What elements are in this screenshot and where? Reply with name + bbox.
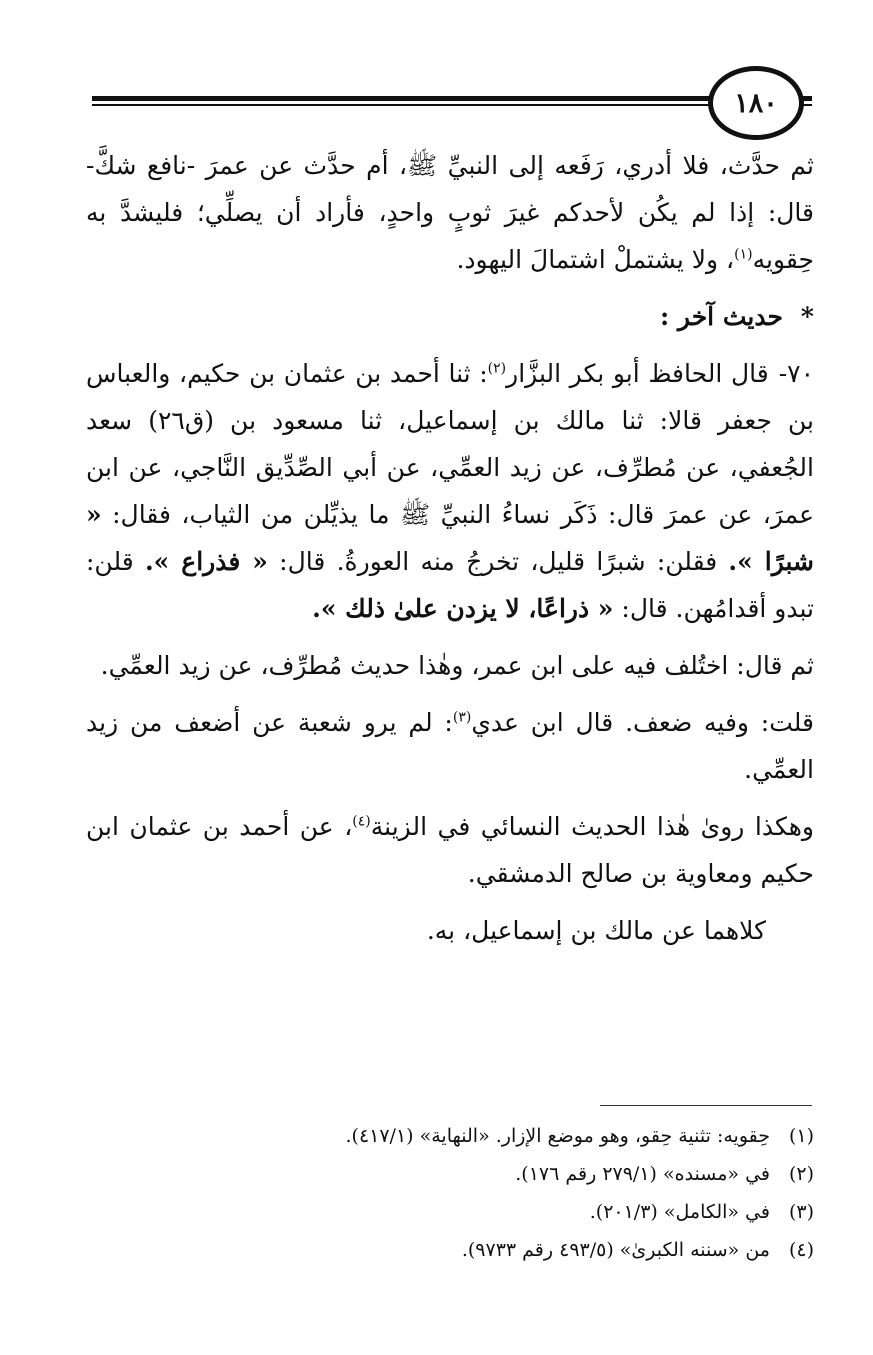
footnote-text: حِقويه: تثنية حِقو، وهو موضع الإزار. «النهاية» (٤١٧/١). (345, 1125, 770, 1147)
footnote-number: (٢) (788, 1163, 814, 1185)
footnotes (86, 1117, 814, 1269)
paragraph-5-text-end: ، عن أحمد بن عثمان ابن حكيم ومعاوية بن صالح الدمشقي. (86, 812, 814, 888)
footnote-ref-4[interactable]: (٤) (352, 813, 371, 830)
footnote-4 (86, 1231, 814, 1269)
paragraph-6: كلاهما عن مالك بن إسماعيل، به. (426, 916, 766, 945)
footnote-text: في «الكامل» (٢٠١/٣). (589, 1201, 770, 1223)
paragraph-1 (86, 142, 814, 283)
footnote-number: (٤) (788, 1239, 814, 1261)
section-heading-text: حديث آخر : (660, 302, 783, 331)
hadith-70 (86, 350, 814, 632)
section-heading (86, 293, 814, 340)
footnote-ref-1[interactable]: (١) (734, 246, 753, 263)
footnote-3 (86, 1193, 814, 1231)
footnote-text: من «سننه الكبرىٰ» (٤٩٣/٥ رقم ٩٧٣٣). (461, 1239, 770, 1261)
footnote-ref-2[interactable]: (٢) (487, 360, 507, 377)
hadith-70-text-4: قلن: تبدو أقدامُهن. قال: (86, 547, 814, 623)
body-text (86, 142, 814, 964)
header-rule-thick (92, 96, 714, 101)
paragraph-1-text-end: ، ولا يشتملْ اشتمالَ اليهود. (456, 245, 735, 274)
quote-2: « فذراع ». (144, 547, 268, 576)
star-icon: * (800, 302, 814, 331)
hadith-70-text-1: قال الحافظ أبو بكر البزَّار (506, 359, 769, 388)
footnote-number: (١) (788, 1125, 814, 1147)
footnote-divider (600, 1105, 812, 1106)
paragraph-5 (86, 803, 814, 897)
page-number: ١٨٠ (734, 87, 778, 119)
hadith-70-text-3: فقلن: شبرًا قليل، تخرجُ منه العورةُ. قال: (279, 547, 718, 576)
footnote-ref-3[interactable]: (٣) (452, 709, 472, 726)
header-rule-thin (92, 104, 714, 106)
paragraph-4-text: قلت: وفيه ضعف. قال ابن عدي (471, 708, 814, 737)
quote-3: « ذراعًا، لا يزدن علىٰ ذلك ». (312, 594, 614, 623)
hadith-70-text-2: : ثنا أحمد بن عثمان بن حكيم، والعباس بن جعفر قالا: ثنا مالك بن إسماعيل، ثنا مسعود بن (ق٢٦) سعد الجُعفي، عن مُطرِّف، عن زيد العمِّي، عن أبي الصِّدِّيق النَّاجي، عن ابن عمرَ، عن عمرَ قال: ذَكَر نساءُ النبيِّ ﷺ ما يذيِّلن من الثياب، فقال: (86, 359, 814, 529)
paragraph-3: ثم قال: اختُلف فيه على ابن عمر، وهٰذا حديث مُطرِّف، عن زيد العمِّي. (100, 651, 814, 680)
paragraph-1-text: ثم حدَّث، فلا أدري، رَفَعه إلى النبيِّ ﷺ، أم حدَّث عن عمرَ -نافع شكَّ- قال: إذا لم يكُن لأحدكم غيرَ ثوبٍ واحدٍ، فأراد أن يصلِّي؛ فليشدَّ به حِقويه (86, 151, 814, 274)
footnote-text: في «مسنده» (٢٧٩/١ رقم ١٧٦). (515, 1163, 770, 1185)
paragraph-5-text: وهكذا روىٰ هٰذا الحديث النسائي في الزينة (370, 812, 815, 841)
quote-1: « شبرًا ». (86, 500, 814, 576)
footnote-number: (٣) (788, 1201, 814, 1223)
footnote-2 (86, 1155, 814, 1193)
paragraph-4 (86, 699, 814, 793)
paragraph-4-text-end: : لم يرو شعبة عن أضعف من زيد العمِّي. (86, 708, 814, 784)
page-header (0, 0, 873, 140)
hadith-number: ٧٠- (778, 359, 814, 388)
page-number-badge (708, 66, 804, 140)
footnote-1 (86, 1117, 814, 1155)
